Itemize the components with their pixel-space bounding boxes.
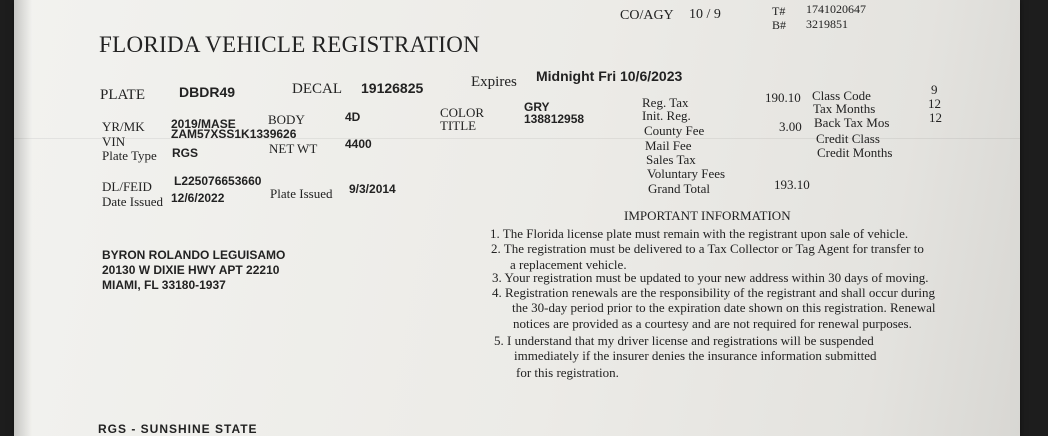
yrmk-label: YR/MK xyxy=(102,119,145,134)
decal-value: 19126825 xyxy=(361,80,424,96)
county-fee-value: 3.00 xyxy=(779,119,802,134)
info-line-10: for this registration. xyxy=(516,365,619,380)
info-line-4: 3. Your registration must be updated to your new address within 30 days of moving. xyxy=(492,270,929,285)
owner-address-line1: 20130 W DIXIE HWY APT 22210 xyxy=(102,263,280,277)
date-issued-label: Date Issued xyxy=(102,194,164,209)
tax-months-value: 12 xyxy=(928,96,941,111)
t-number-value: 1741020647 xyxy=(806,2,866,16)
grand-total-label: Grand Total xyxy=(648,181,711,196)
t-number-label: T# xyxy=(772,4,786,18)
county-fee-label: County Fee xyxy=(644,123,705,138)
sales-tax-label: Sales Tax xyxy=(646,152,696,167)
grand-total-value: 193.10 xyxy=(774,177,810,192)
color-label: COLOR xyxy=(440,105,485,120)
plate-type-label: Plate Type xyxy=(102,148,157,163)
info-line-5: 4. Registration renewals are the responsibility of the registrant and shall occur during xyxy=(492,285,935,300)
tax-months-label: Tax Months xyxy=(813,101,876,116)
reg-tax-value: 190.10 xyxy=(765,90,801,105)
decal-label: DECAL xyxy=(292,81,342,97)
footer-text: RGS - SUNSHINE STATE xyxy=(98,422,258,436)
info-line-6: the 30-day period prior to the expiration date shown on this registration. Renewal xyxy=(512,300,936,315)
back-tax-value: 12 xyxy=(929,110,942,125)
class-code-value: 9 xyxy=(931,82,938,97)
info-line-8: 5. I understand that my driver license and registrations will be suspended xyxy=(494,333,874,348)
info-line-1: 1. The Florida license plate must remain with the registrant upon sale of vehicle. xyxy=(490,226,909,241)
body-value: 4D xyxy=(345,110,361,124)
info-line-2: 2. The registration must be delivered to a Tax Collector or Tag Agent for transfer to xyxy=(491,241,924,256)
info-line-3: a replacement vehicle. xyxy=(510,257,627,272)
credit-months-label: Credit Months xyxy=(817,145,893,160)
paper-edge-shadow xyxy=(14,0,32,436)
b-number-label: B# xyxy=(772,18,787,32)
owner-name: BYRON ROLANDO LEGUISAMO xyxy=(102,248,286,262)
co-agy-value: 10 / 9 xyxy=(689,7,721,22)
important-heading: IMPORTANT INFORMATION xyxy=(624,208,791,223)
credit-class-label: Credit Class xyxy=(816,131,880,146)
vin-label: VIN xyxy=(102,134,126,149)
color-value: GRY xyxy=(524,100,550,114)
date-issued-value: 12/6/2022 xyxy=(171,191,225,205)
title-value: 138812958 xyxy=(524,112,585,126)
plate-issued-label: Plate Issued xyxy=(270,186,333,201)
class-code-label: Class Code xyxy=(812,88,871,103)
voluntary-fees-label: Voluntary Fees xyxy=(647,166,726,181)
document-title: FLORIDA VEHICLE REGISTRATION xyxy=(99,32,481,57)
mail-fee-label: Mail Fee xyxy=(645,138,692,153)
b-number-value: 3219851 xyxy=(806,17,848,31)
title-label: TITLE xyxy=(440,118,477,133)
vin-value: ZAM57XSS1K1339626 xyxy=(171,127,297,141)
back-tax-label: Back Tax Mos xyxy=(814,115,890,130)
info-line-7: notices are provided as a courtesy and are not required for renewal purposes. xyxy=(513,316,912,331)
plate-issued-value: 9/3/2014 xyxy=(349,182,396,196)
dl-feid-value: L225076653660 xyxy=(174,174,262,188)
expires-label: Expires xyxy=(471,74,517,90)
owner-address-line2: MIAMI, FL 33180-1937 xyxy=(102,278,226,292)
net-weight-label: NET WT xyxy=(269,141,318,156)
yrmk-value: 2019/MASE xyxy=(171,117,236,131)
plate-type-value: RGS xyxy=(172,146,199,160)
co-agy-label: CO/AGY xyxy=(620,8,674,23)
dl-feid-label: DL/FEID xyxy=(102,179,152,194)
net-weight-value: 4400 xyxy=(345,137,372,151)
plate-value: DBDR49 xyxy=(179,84,236,100)
info-line-9: immediately if the insurer denies the insurance information submitted xyxy=(514,348,877,363)
init-reg-label: Init. Reg. xyxy=(642,108,691,123)
registration-document xyxy=(14,0,1020,436)
plate-label: PLATE xyxy=(100,87,145,103)
reg-tax-label: Reg. Tax xyxy=(642,95,689,110)
body-label: BODY xyxy=(268,112,305,127)
expires-value: Midnight Fri 10/6/2023 xyxy=(536,68,683,84)
